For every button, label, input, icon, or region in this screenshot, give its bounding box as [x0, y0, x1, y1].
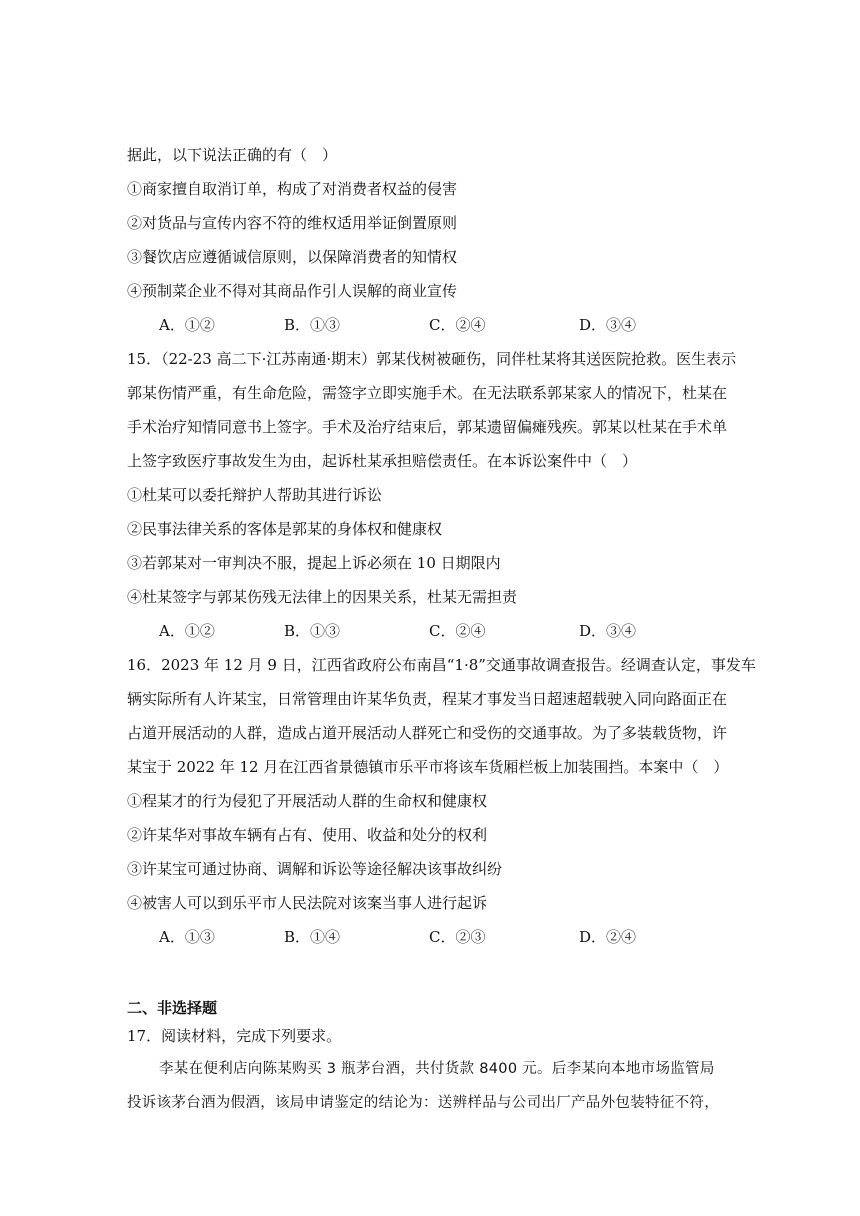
q15-option-d[interactable]: D．③④: [579, 622, 637, 640]
q14-stem: 据此，以下说法正确的有（ ）: [127, 146, 338, 164]
q17-material-line-2: 投诉该茅台酒为假酒，该局申请鉴定的结论为：送辨样品与公司出厂产品外包装特征不符，: [127, 1095, 719, 1111]
q14-option-c[interactable]: C．②④: [429, 316, 486, 334]
q15-stem-line-2: 郭某伤情严重，有生命危险，需签字立即实施手术。在无法联系郭某家人的情况下，杜某在: [127, 384, 728, 402]
q15-statement-2: ②民事法律关系的客体是郭某的身体权和健康权: [127, 520, 443, 538]
q16-statement-1: ①程某才的行为侵犯了开展活动人群的生命权和健康权: [127, 792, 488, 810]
section-title: 二、非选择题: [127, 999, 218, 1017]
q15-stem-line-4: 上签字致医疗事故发生为由，起诉杜某承担赔偿责任。在本诉讼案件中（ ）: [127, 452, 638, 470]
q16-stem-line-4: 某宝于 2022 年 12 月在江西省景德镇市乐平市将该车货厢栏板上加装围挡。本案中（ ）: [127, 758, 729, 776]
q16-statement-3: ③许某宝可通过协商、调解和诉讼等途径解决该事故纠纷: [127, 860, 503, 878]
q15-option-b[interactable]: B．①③: [284, 622, 341, 640]
q17-material-line-1: 李某在便利店向陈某购买 3 瓶茅台酒，共付货款 8400 元。后李某向本地市场监管局: [159, 1061, 715, 1077]
q16-statement-4: ④被害人可以到乐平市人民法院对该案当事人进行起诉: [127, 894, 488, 912]
q14-options: [159, 315, 759, 335]
q14-option-a[interactable]: A．①②: [159, 316, 215, 334]
q15-stem-line-3: 手术治疗知情同意书上签字。手术及治疗结束后，郭某遗留偏瘫残疾。郭某以杜某在手术单: [127, 418, 728, 436]
q14-option-d[interactable]: D．③④: [579, 316, 637, 334]
q16-option-d[interactable]: D．②④: [579, 928, 637, 946]
q16-option-b[interactable]: B．①④: [284, 928, 341, 946]
q14-statement-3: ③餐饮店应遵循诚信原则，以保障消费者的知情权: [127, 248, 458, 266]
q15-stem-line-1: 15．（22-23 高二下·江苏南通·期末）郭某伐树被砸伤，同伴杜某将其送医院抢救。医生表示: [127, 350, 737, 368]
q15-statement-4: ④杜某签字与郭某伤残无法律上的因果关系，杜某无需担责: [127, 588, 518, 606]
q15-options: [159, 621, 759, 641]
q15-statement-3: ③若郭某对一审判决不服，提起上诉必须在 10 日期限内: [127, 554, 501, 572]
q17-stem: 17．阅读材料，完成下列要求。: [127, 1027, 342, 1045]
q14-statement-4: ④预制菜企业不得对其商品作引人误解的商业宣传: [127, 282, 458, 300]
q16-statement-2: ②许某华对事故车辆有占有、使用、收益和处分的权利: [127, 826, 488, 844]
q16-option-a[interactable]: A．①③: [159, 928, 215, 946]
q16-options: [159, 927, 759, 947]
q14-option-b[interactable]: B．①③: [284, 316, 341, 334]
q15-option-c[interactable]: C．②④: [429, 622, 486, 640]
q14-statement-1: ①商家擅自取消订单，构成了对消费者权益的侵害: [127, 180, 458, 198]
q15-option-a[interactable]: A．①②: [159, 622, 215, 640]
q16-stem-line-1: 16．2023 年 12 月 9 日，江西省政府公布南昌“1·8”交通事故调查报告。经调查认定，事发车: [127, 656, 756, 674]
q16-option-c[interactable]: C．②③: [429, 928, 486, 946]
q16-stem-line-2: 辆实际所有人许某宝，日常管理由许某华负责，程某才事发当日超速超载驶入同向路面正在: [127, 690, 728, 708]
q15-statement-1: ①杜某可以委托辩护人帮助其进行诉讼: [127, 486, 383, 504]
q16-stem-line-3: 占道开展活动的人群，造成占道开展活动人群死亡和受伤的交通事故。为了多装载货物，许: [127, 724, 728, 742]
q14-statement-2: ②对货品与宣传内容不符的维权适用举证倒置原则: [127, 214, 458, 232]
